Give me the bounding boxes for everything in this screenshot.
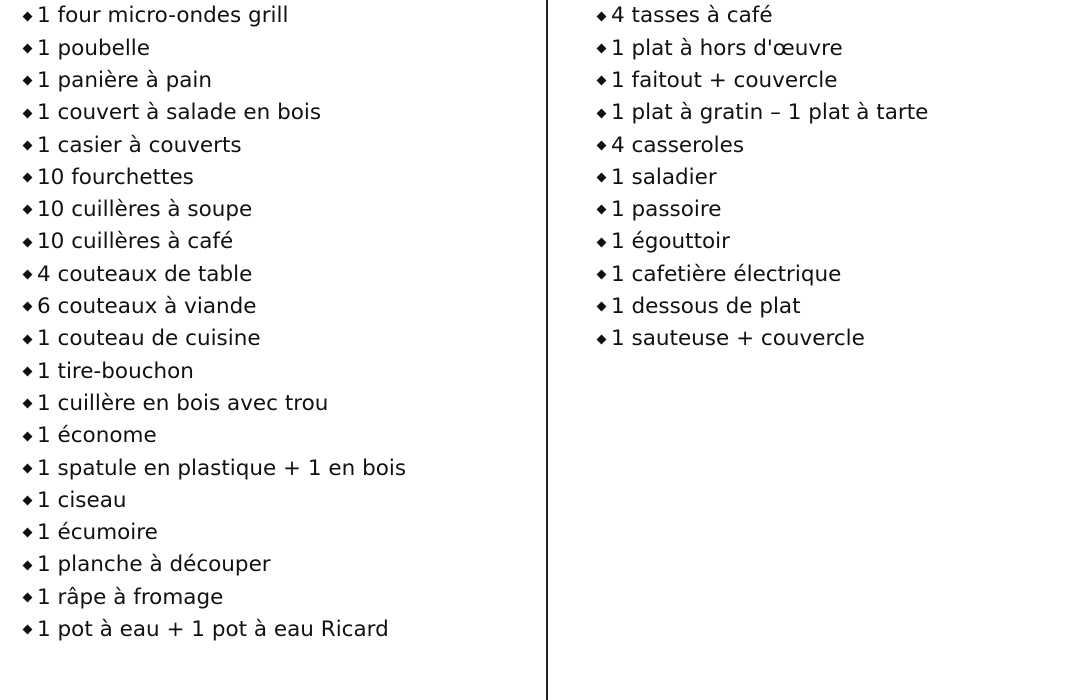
diamond-bullet-icon — [23, 334, 33, 344]
list-item — [22, 129, 406, 161]
list-item — [22, 388, 406, 420]
diamond-bullet-icon — [23, 496, 33, 506]
list-item — [22, 614, 406, 646]
item-label: 1 plat à hors d'œuvre — [611, 35, 843, 61]
list-item — [22, 420, 406, 452]
item-label: 10 fourchettes — [37, 164, 194, 190]
left-column-list — [22, 0, 406, 646]
list-item — [596, 0, 928, 32]
diamond-bullet-icon — [23, 11, 33, 21]
diamond-bullet-icon — [597, 237, 607, 247]
list-item — [22, 32, 406, 64]
item-label: 10 cuillères à café — [37, 229, 234, 255]
diamond-bullet-icon — [23, 270, 33, 280]
list-item — [22, 65, 406, 97]
item-label: 1 cafetière électrique — [611, 261, 842, 287]
list-item — [22, 161, 406, 193]
list-item — [22, 97, 406, 129]
item-label: 4 casseroles — [611, 132, 745, 158]
list-item — [22, 226, 406, 258]
right-column-list — [596, 0, 928, 355]
diamond-bullet-icon — [23, 625, 33, 635]
list-item — [22, 258, 406, 290]
diamond-bullet-icon — [23, 431, 33, 441]
list-item — [22, 291, 406, 323]
diamond-bullet-icon — [23, 560, 33, 570]
list-item — [22, 549, 406, 581]
diamond-bullet-icon — [23, 593, 33, 603]
diamond-bullet-icon — [597, 270, 607, 280]
list-item — [22, 581, 406, 613]
list-item — [22, 484, 406, 516]
diamond-bullet-icon — [23, 399, 33, 409]
diamond-bullet-icon — [597, 173, 607, 183]
item-label: 1 couvert à salade en bois — [37, 100, 322, 126]
diamond-bullet-icon — [23, 140, 33, 150]
diamond-bullet-icon — [597, 205, 607, 215]
diamond-bullet-icon — [597, 334, 607, 344]
item-label: 1 pot à eau + 1 pot à eau Ricard — [37, 617, 389, 643]
list-item — [22, 452, 406, 484]
list-item — [22, 323, 406, 355]
diamond-bullet-icon — [23, 205, 33, 215]
list-item — [596, 226, 928, 258]
list-item — [22, 194, 406, 226]
item-label: 1 tire-bouchon — [37, 358, 194, 384]
item-label: 1 plat à gratin – 1 plat à tarte — [611, 100, 929, 126]
list-item — [22, 517, 406, 549]
item-label: 1 four micro-ondes grill — [37, 3, 289, 29]
list-item — [22, 355, 406, 387]
list-item — [596, 32, 928, 64]
item-label: 1 économe — [37, 423, 157, 449]
item-label: 1 égouttoir — [611, 229, 730, 255]
list-item — [596, 194, 928, 226]
diamond-bullet-icon — [597, 11, 607, 21]
diamond-bullet-icon — [597, 43, 607, 53]
item-label: 1 écumoire — [37, 520, 158, 546]
diamond-bullet-icon — [597, 76, 607, 86]
item-label: 1 cuillère en bois avec trou — [37, 390, 329, 416]
item-label: 4 couteaux de table — [37, 261, 253, 287]
item-label: 1 passoire — [611, 197, 722, 223]
diamond-bullet-icon — [23, 302, 33, 312]
list-item — [596, 97, 928, 129]
item-label: 1 planche à découper — [37, 552, 271, 578]
list-item — [22, 0, 406, 32]
item-label: 10 cuillères à soupe — [37, 197, 253, 223]
diamond-bullet-icon — [597, 140, 607, 150]
item-label: 1 couteau de cuisine — [37, 326, 261, 352]
list-item — [596, 258, 928, 290]
item-label: 1 dessous de plat — [611, 294, 801, 320]
diamond-bullet-icon — [597, 108, 607, 118]
item-label: 1 casier à couverts — [37, 132, 242, 158]
item-label: 1 ciseau — [37, 487, 127, 513]
item-label: 1 faitout + couvercle — [611, 67, 838, 93]
item-label: 1 poubelle — [37, 35, 150, 61]
item-label: 4 tasses à café — [611, 3, 773, 29]
column-divider — [546, 0, 548, 700]
diamond-bullet-icon — [23, 43, 33, 53]
item-label: 1 panière à pain — [37, 67, 213, 93]
diamond-bullet-icon — [23, 108, 33, 118]
list-item — [596, 65, 928, 97]
list-item — [596, 161, 928, 193]
item-label: 6 couteaux à viande — [37, 294, 257, 320]
item-label: 1 sauteuse + couvercle — [611, 326, 865, 352]
item-label: 1 spatule en plastique + 1 en bois — [37, 455, 407, 481]
diamond-bullet-icon — [597, 302, 607, 312]
list-item — [596, 129, 928, 161]
item-label: 1 râpe à fromage — [37, 584, 224, 610]
diamond-bullet-icon — [23, 366, 33, 376]
diamond-bullet-icon — [23, 237, 33, 247]
diamond-bullet-icon — [23, 76, 33, 86]
diamond-bullet-icon — [23, 173, 33, 183]
diamond-bullet-icon — [23, 463, 33, 473]
item-label: 1 saladier — [611, 164, 717, 190]
list-item — [596, 291, 928, 323]
diamond-bullet-icon — [23, 528, 33, 538]
list-item — [596, 323, 928, 355]
